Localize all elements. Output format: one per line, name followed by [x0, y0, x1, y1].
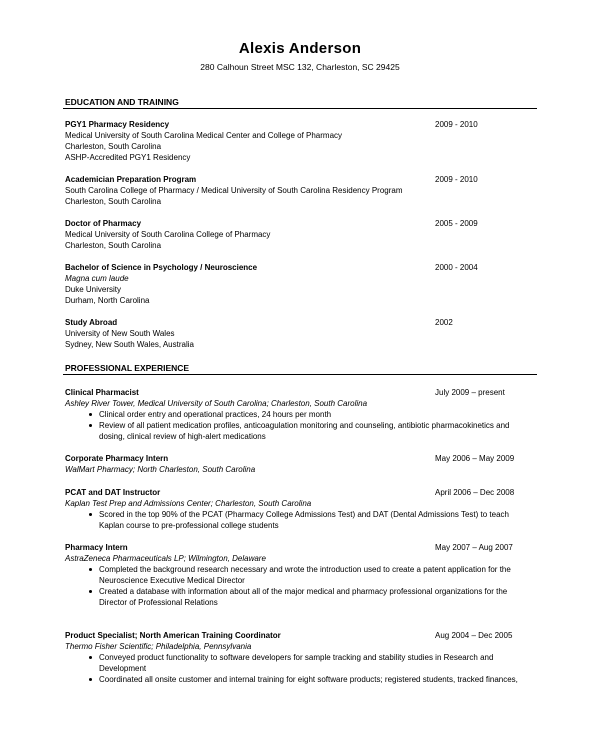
entry-title: Pharmacy Intern [65, 543, 128, 552]
education-entry [65, 262, 535, 306]
entry-employer: Thermo Fisher Scientific; Philadelphia, Pennsylvania [65, 642, 252, 651]
bullet-item: Conveyed product functionality to software developers for sample tracking and stability studies in Research and Development [89, 652, 529, 674]
entry-employer: WalMart Pharmacy; North Charleston, South Carolina [65, 465, 256, 474]
entry-date: 2005 - 2009 [435, 219, 478, 228]
entry-title: Clinical Pharmacist [65, 388, 139, 397]
resume-address: 280 Calhoun Street MSC 132, Charleston, SC 29425 [200, 62, 400, 72]
experience-entry [65, 487, 535, 531]
entry-title: Study Abroad [65, 318, 118, 327]
entry-date: Aug 2004 – Dec 2005 [435, 631, 513, 640]
bullet-item: Review of all patient medication profiles, anticoagulation monitoring and counseling, antibiotic pharmacokinetics and dosing, clinical review of high-alert medications [89, 420, 529, 442]
entry-line: Medical University of South Carolina College of Pharmacy [65, 230, 271, 239]
entry-line: South Carolina College of Pharmacy / Medical University of South Carolina Residency Program [65, 186, 403, 195]
bullet-item: Coordinated all onsite customer and internal training for eight software products; registered students, tracked finances, [89, 674, 529, 685]
experience-entry [65, 542, 535, 608]
entry-date: 2009 - 2010 [435, 175, 478, 184]
entry-bullets [65, 409, 535, 442]
bullet-item: Clinical order entry and operational practices, 24 hours per month [89, 409, 529, 420]
entry-line: Medical University of South Carolina Medical Center and College of Pharmacy [65, 131, 343, 140]
resume-name: Alexis Anderson [238, 40, 362, 57]
entry-employer: AstraZeneca Pharmaceuticals LP; Wilmington, Delaware [65, 554, 266, 563]
entry-title: PGY1 Pharmacy Residency [65, 120, 170, 129]
entry-line: ASHP-Accredited PGY1 Residency [65, 153, 191, 162]
entry-honor: Magna cum laude [65, 274, 129, 283]
entry-date: 2009 - 2010 [435, 120, 478, 129]
entry-title: Bachelor of Science in Psychology / Neuroscience [65, 263, 258, 272]
education-entry [65, 218, 535, 251]
entry-title: Academician Preparation Program [65, 175, 197, 184]
experience-entry [65, 387, 535, 442]
entry-date: May 2006 – May 2009 [435, 454, 515, 463]
entry-employer: Ashley River Tower, Medical University of South Carolina; Charleston, South Carolina [65, 399, 368, 408]
entry-bullets [65, 564, 535, 608]
entry-line: Charleston, South Carolina [65, 142, 162, 151]
entry-title: Product Specialist; North American Training Coordinator [65, 631, 281, 640]
experience-divider [63, 374, 537, 375]
entry-line: Charleston, South Carolina [65, 197, 162, 206]
education-entry [65, 119, 535, 163]
entry-title: Doctor of Pharmacy [65, 219, 142, 228]
education-section-title: EDUCATION AND TRAINING [65, 97, 179, 107]
entry-date: July 2009 – present [435, 388, 505, 397]
entry-date: May 2007 – Aug 2007 [435, 543, 513, 552]
entry-title: Corporate Pharmacy Intern [65, 454, 169, 463]
education-divider [63, 108, 537, 109]
entry-line: University of New South Wales [65, 329, 175, 338]
entry-date: 2002 [435, 318, 453, 327]
bullet-item: Completed the background research necessary and wrote the introduction used to create a patent application for the Neuroscience Executive Medical Director [89, 564, 529, 586]
entry-employer: Kaplan Test Prep and Admissions Center; Charleston, South Carolina [65, 499, 312, 508]
entry-line: Charleston, South Carolina [65, 241, 162, 250]
experience-section-title: PROFESSIONAL EXPERIENCE [65, 363, 190, 373]
entry-line: Sydney, New South Wales, Australia [65, 340, 194, 349]
experience-entry [65, 453, 535, 475]
education-entry [65, 317, 535, 350]
entry-line: Duke University [65, 285, 122, 294]
entry-date: 2000 - 2004 [435, 263, 478, 272]
bullet-item: Created a database with information about all of the major medical and pharmacy professional organizations for the Director of Professional Relations [89, 586, 529, 608]
bullet-item: Scored in the top 90% of the PCAT (Pharmacy College Admissions Test) and DAT (Dental Admissions Test) to teach Kaplan course to pre-professional college students [89, 509, 529, 531]
entry-title: PCAT and DAT Instructor [65, 488, 161, 497]
entry-date: April 2006 – Dec 2008 [435, 488, 515, 497]
education-entry [65, 174, 535, 207]
experience-entry [65, 630, 535, 685]
entry-line: Durham, North Carolina [65, 296, 150, 305]
entry-bullets [65, 652, 535, 685]
entry-bullets [65, 509, 535, 531]
